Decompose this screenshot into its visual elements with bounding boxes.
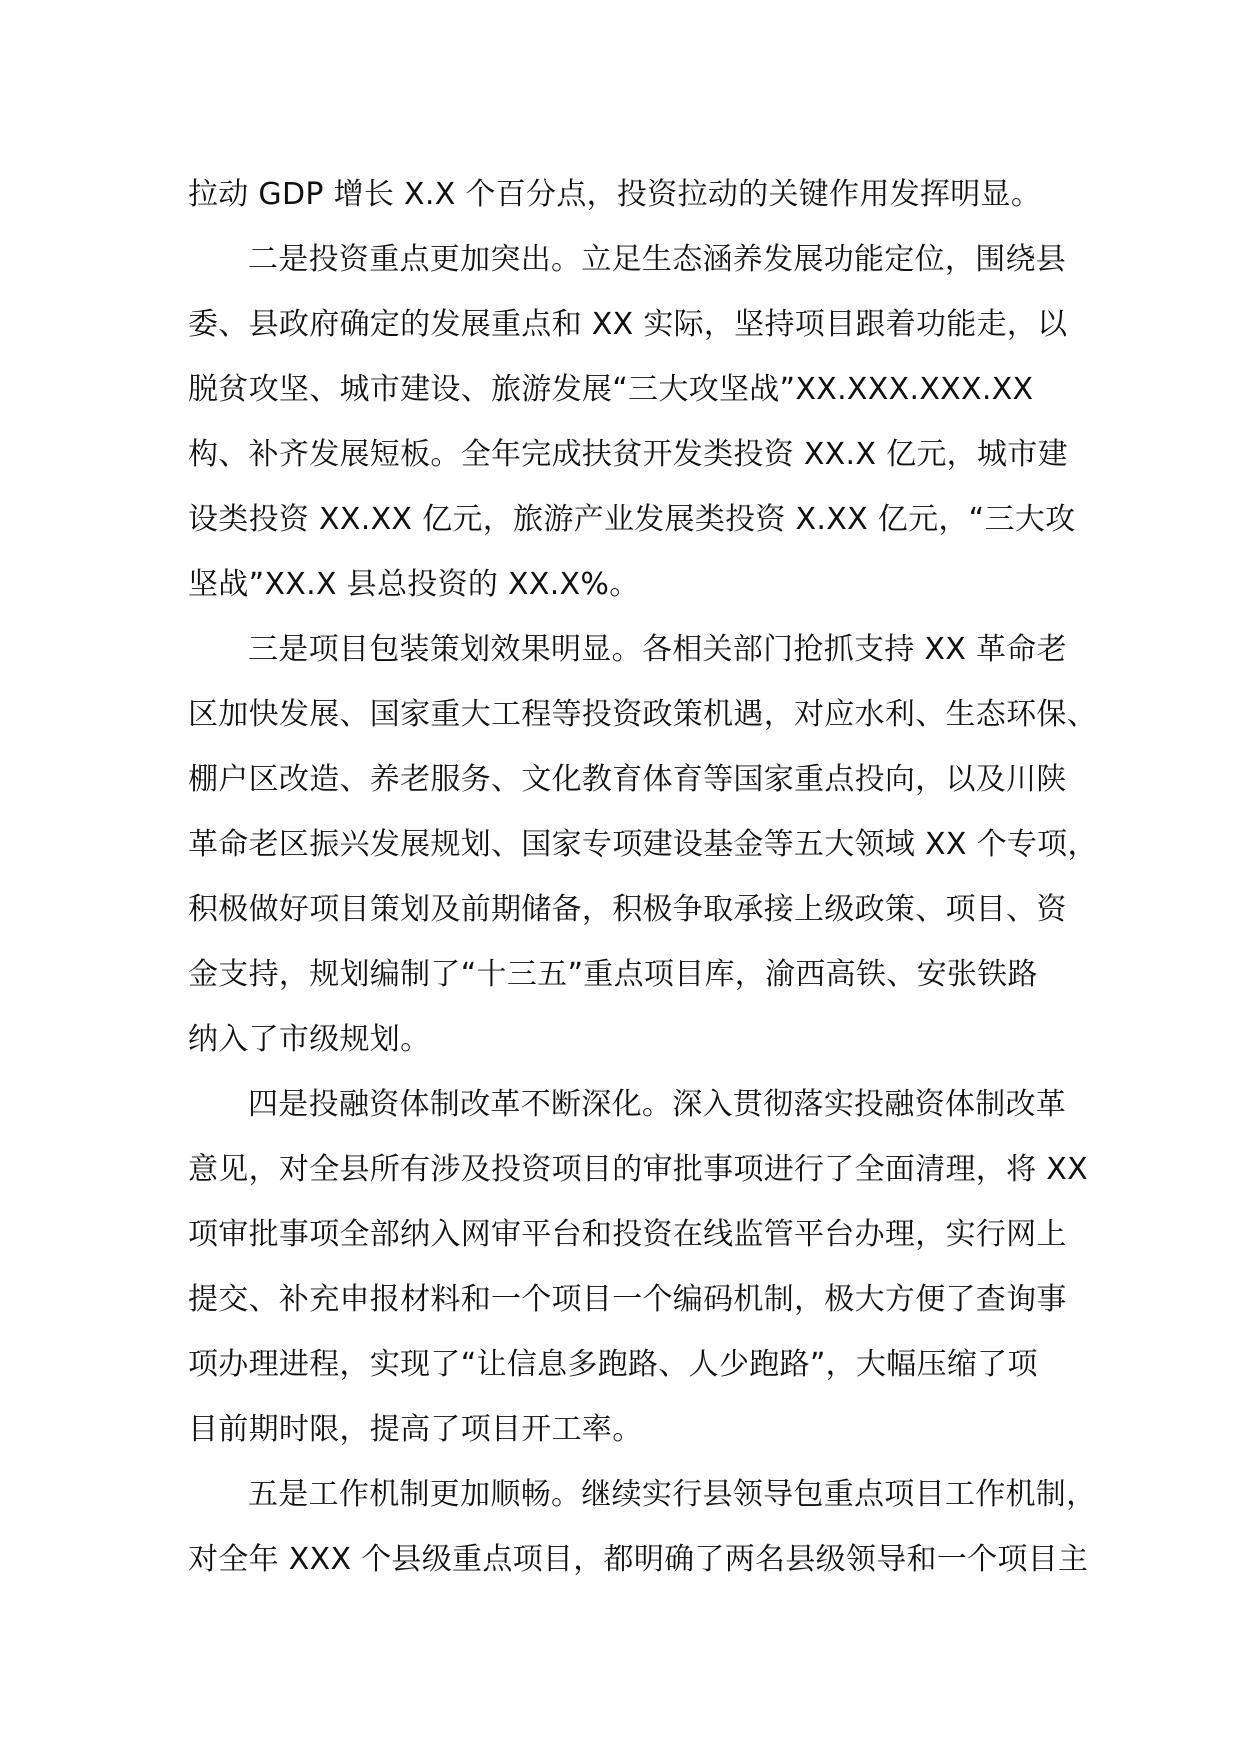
paragraph-start-line: 二是投资重点更加突出。立足生态涵养发展功能定位，围绕县: [248, 242, 1067, 277]
text-line: 脱贫攻坚、城市建设、旅游发展“三大攻坚战”XX.XXX.XXX.XX: [188, 372, 1034, 407]
text-line: 棚户区改造、养老服务、文化教育体育等国家重点投向，以及川陕: [188, 762, 1067, 797]
text-line: 项审批事项全部纳入网审平台和投资在线监管平台办理，实行网上: [188, 1217, 1067, 1252]
text-line: 区加快发展、国家重大工程等投资政策机遇，对应水利、生态环保、: [188, 697, 1097, 732]
text-line: 革命老区振兴发展规划、国家专项建设基金等五大领域 XX 个专项，: [188, 827, 1098, 862]
paragraph-start-line: 三是项目包装策划效果明显。各相关部门抢抓支持 XX 革命老: [248, 632, 1067, 667]
text-line: 对全年 XXX 个县级重点项目，都明确了两名县级领导和一个项目主: [188, 1542, 1089, 1577]
paragraph-start-line: 五是工作机制更加顺畅。继续实行县领导包重点项目工作机制，: [248, 1477, 1097, 1512]
body-text: [188, 162, 1098, 1592]
paragraph-start-line: 四是投融资体制改革不断深化。深入贯彻落实投融资体制改革: [248, 1087, 1067, 1122]
text-line: 金支持，规划编制了“十三五”重点项目库，渝西高铁、安张铁路: [188, 957, 1038, 992]
text-line: 拉动 GDP 增长 X.X 个百分点，投资拉动的关键作用发挥明显。: [188, 177, 1042, 212]
text-line: 设类投资 XX.XX 亿元，旅游产业发展类投资 X.XX 亿元，“三大攻: [188, 502, 1076, 537]
text-line: 目前期时限，提高了项目开工率。: [188, 1412, 643, 1447]
text-line: 坚战”XX.X 县总投资的 XX.X%。: [188, 567, 640, 602]
text-line: 项办理进程，实现了“让信息多跑路、人少跑路”，大幅压缩了项: [188, 1347, 1038, 1382]
text-line: 意见，对全县所有涉及投资项目的审批事项进行了全面清理，将 XX: [188, 1152, 1088, 1187]
text-line: 提交、补充申报材料和一个项目一个编码机制，极大方便了查询事: [188, 1282, 1067, 1317]
text-line: 积极做好项目策划及前期储备，积极争取承接上级政策、项目、资: [188, 892, 1067, 927]
text-line: 纳入了市级规划。: [188, 1022, 431, 1057]
text-line: 委、县政府确定的发展重点和 XX 实际，坚持项目跟着功能走，以: [188, 307, 1068, 342]
text-line: 构、补齐发展短板。全年完成扶贫开发类投资 XX.X 亿元，城市建: [188, 437, 1068, 472]
